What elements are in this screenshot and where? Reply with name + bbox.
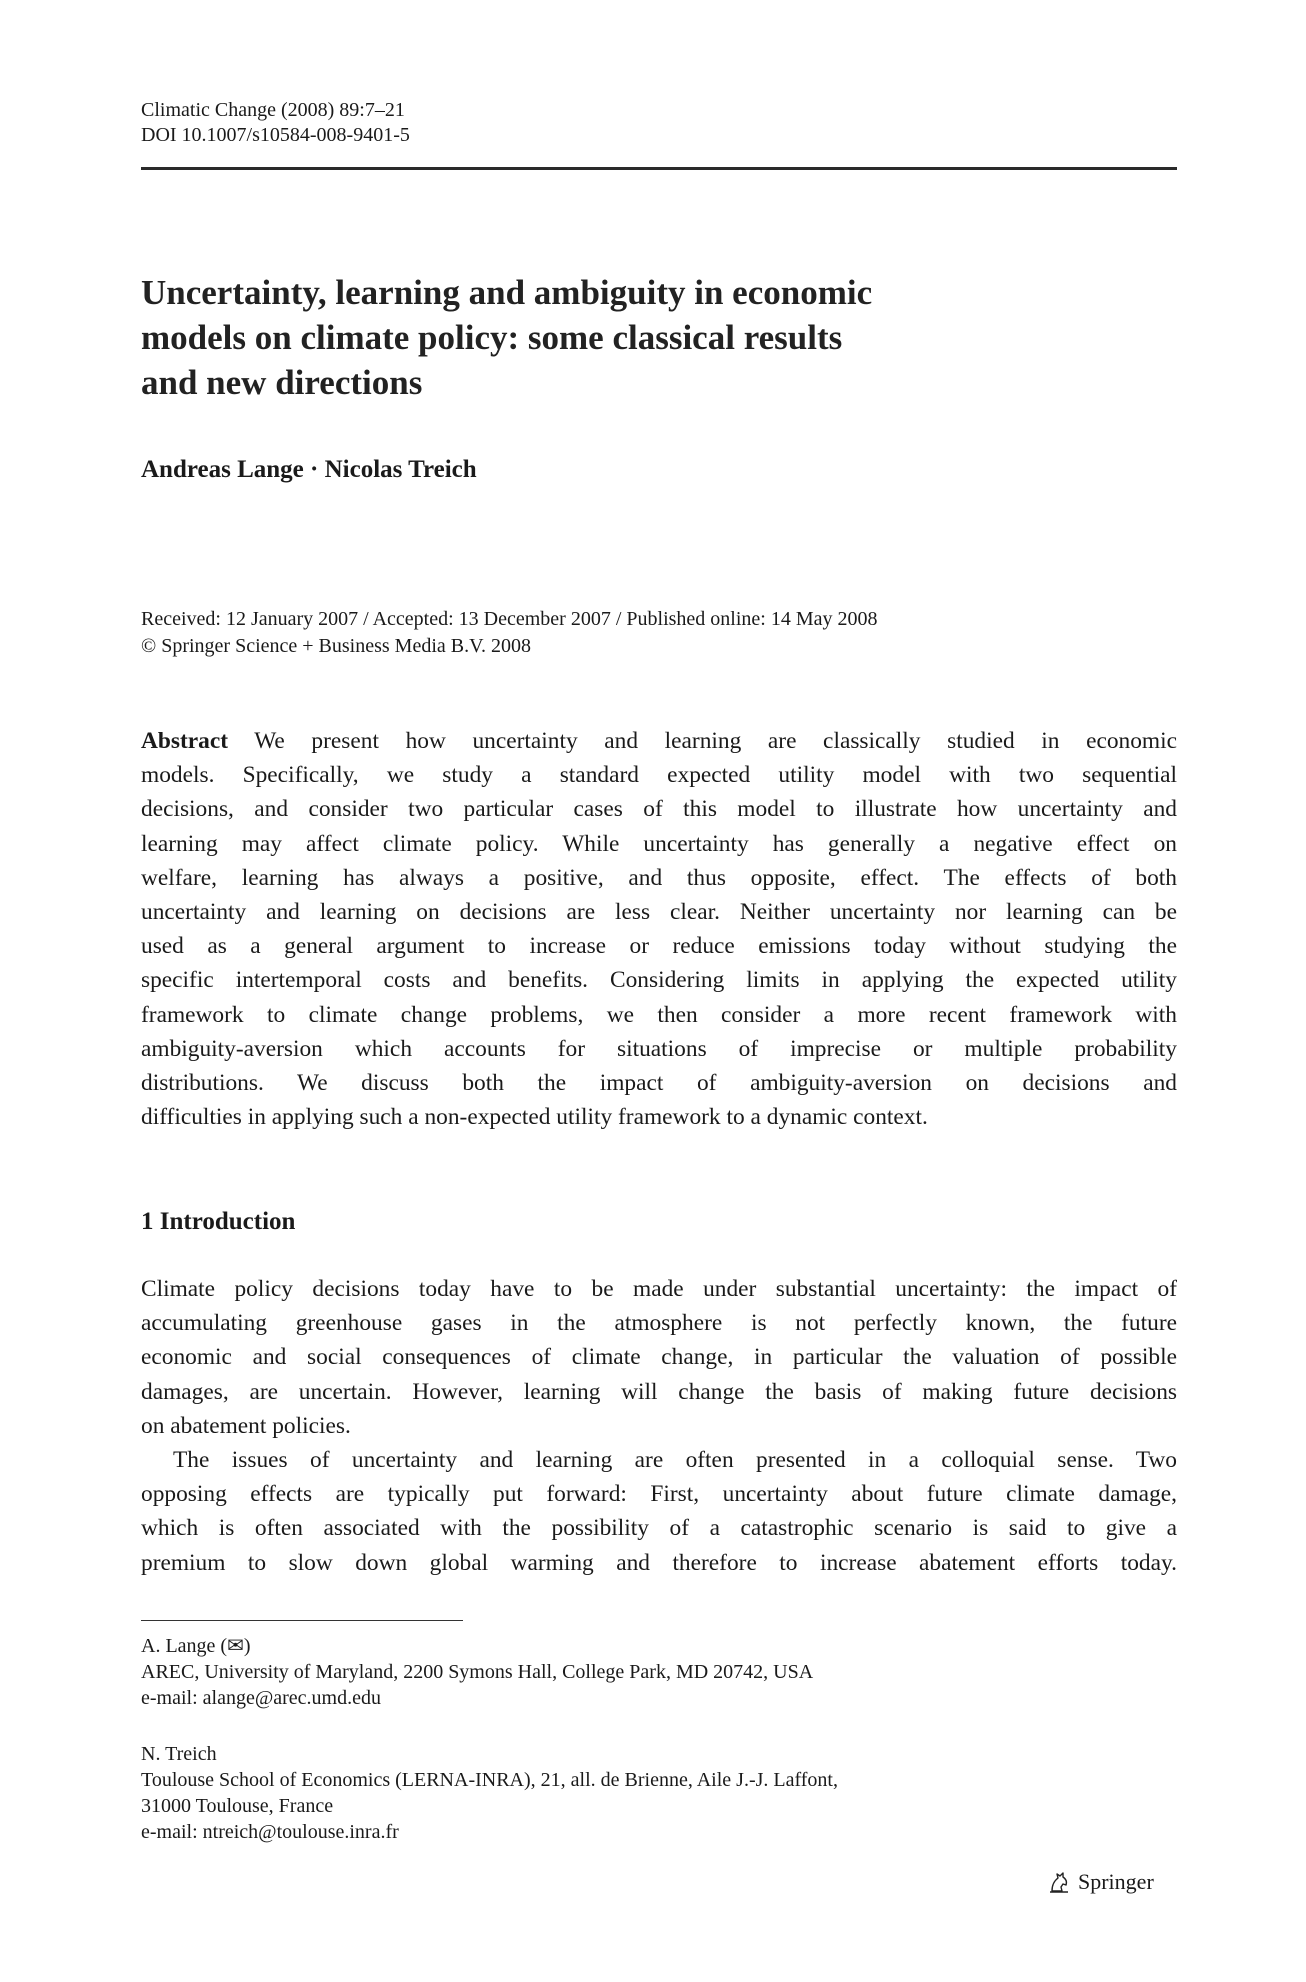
abstract-line: specific intertemporal costs and benefits. Considering limits in applying the expected utility bbox=[141, 967, 1177, 994]
body-line: Climate policy decisions today have to be made under substantial uncertainty: the impact of bbox=[141, 1276, 1177, 1302]
body-line: opposing effects are typically put forward: First, uncertainty about future climate damage, bbox=[141, 1481, 1177, 1508]
footnote-rule bbox=[141, 1620, 463, 1621]
publication-dates: Received: 12 January 2007 / Accepted: 13 December 2007 / Published online: 14 May 2008 bbox=[141, 608, 878, 630]
abstract-line bbox=[141, 724, 1177, 758]
author-affiliation-lange: AREC, University of Maryland, 2200 Symons Hall, College Park, MD 20742, USA bbox=[141, 1661, 814, 1683]
abstract-line: framework to climate change problems, we then consider a more recent framework with bbox=[141, 1001, 1177, 1028]
body-line: damages, are uncertain. However, learning will change the basis of making future decisions bbox=[141, 1378, 1177, 1405]
springer-horse-icon bbox=[1046, 1869, 1072, 1895]
abstract-line: learning may affect climate policy. While uncertainty has generally a negative effect on bbox=[141, 830, 1177, 857]
author-name-lange: A. Lange (✉) bbox=[141, 1635, 251, 1657]
introduction-body bbox=[141, 1272, 1177, 1580]
author-email-treich[interactable]: e-mail: ntreich@toulouse.inra.fr bbox=[141, 1821, 399, 1843]
abstract bbox=[141, 724, 1177, 1134]
body-line: which is often associated with the possibility of a catastrophic scenario is said to give a bbox=[141, 1515, 1177, 1542]
header-rule bbox=[141, 167, 1177, 170]
title-line: Uncertainty, learning and ambiguity in economic bbox=[141, 273, 873, 312]
abstract-line: difficulties in applying such a non-expected utility framework to a dynamic context. bbox=[141, 1104, 928, 1131]
abstract-line: used as a general argument to increase or reduce emissions today without studying the bbox=[141, 933, 1177, 960]
author-address-treich: 31000 Toulouse, France bbox=[141, 1795, 334, 1817]
doi: DOI 10.1007/s10584-008-9401-5 bbox=[141, 124, 410, 146]
publisher-name: Springer bbox=[1078, 1869, 1154, 1894]
publisher-logo bbox=[1046, 1868, 1154, 1896]
abstract-line: uncertainty and learning on decisions are less clear. Neither uncertainty nor learning can be bbox=[141, 899, 1177, 926]
body-line: premium to slow down global warming and therefore to increase abatement efforts today. bbox=[141, 1549, 1177, 1576]
journal-citation: Climatic Change (2008) 89:7–21 bbox=[141, 99, 405, 121]
body-line: accumulating greenhouse gases in the atmosphere is not perfectly known, the future bbox=[141, 1310, 1177, 1337]
abstract-line: decisions, and consider two particular cases of this model to illustrate how uncertainty and bbox=[141, 796, 1177, 823]
abstract-line-text: We present how uncertainty and learning are classically studied in economic bbox=[228, 728, 1177, 754]
author-email-lange[interactable]: e-mail: alange@arec.umd.edu bbox=[141, 1687, 381, 1709]
abstract-line: models. Specifically, we study a standard expected utility model with two sequential bbox=[141, 762, 1177, 789]
author-affiliation-treich: Toulouse School of Economics (LERNA-INRA), 21, all. de Brienne, Aile J.-J. Laffont, bbox=[141, 1769, 838, 1791]
abstract-line: ambiguity-aversion which accounts for situations of imprecise or multiple probability bbox=[141, 1035, 1177, 1062]
section-heading-introduction: 1 Introduction bbox=[141, 1208, 296, 1235]
body-line: The issues of uncertainty and learning are often presented in a colloquial sense. Two bbox=[173, 1447, 1177, 1474]
body-line: economic and social consequences of climate change, in particular the valuation of possible bbox=[141, 1344, 1177, 1371]
abstract-line: welfare, learning has always a positive, and thus opposite, effect. The effects of both bbox=[141, 864, 1177, 891]
abstract-label: Abstract bbox=[141, 728, 229, 754]
paper-title bbox=[141, 270, 1041, 405]
author-name-treich: N. Treich bbox=[141, 1743, 217, 1765]
body-line: on abatement policies. bbox=[141, 1412, 351, 1439]
title-line: models on climate policy: some classical results bbox=[141, 318, 843, 357]
authors: Andreas Lange · Nicolas Treich bbox=[141, 456, 477, 483]
copyright: © Springer Science + Business Media B.V. 2008 bbox=[141, 635, 531, 657]
abstract-line: distributions. We discuss both the impact of ambiguity-aversion on decisions and bbox=[141, 1070, 1177, 1097]
title-line: and new directions bbox=[141, 363, 423, 402]
